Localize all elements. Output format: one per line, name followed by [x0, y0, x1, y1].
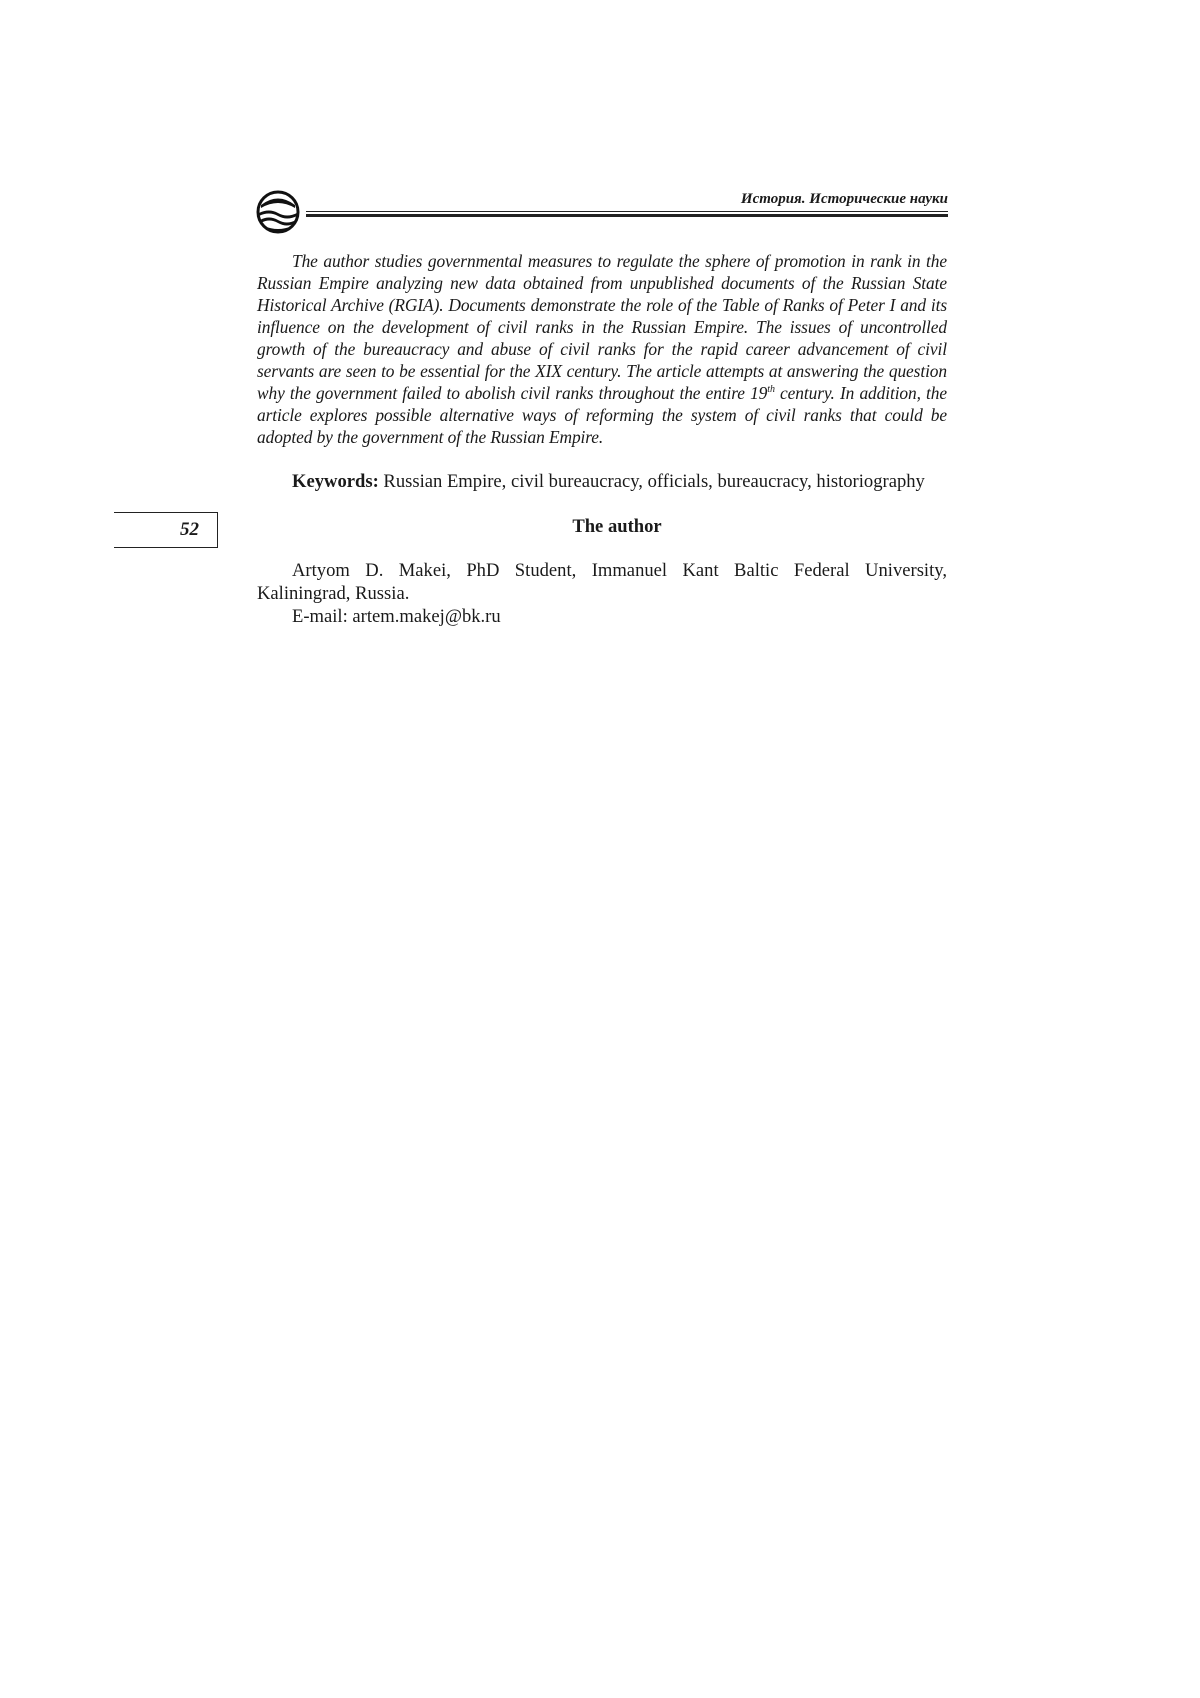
abstract-text-part-1: The author studies governmental measures to regulate the sphere of promotion in rank in the Russian Empire analyzing new data obtained from unpublished documents of the Russian State Historical Archive (RGIA). Documents demonstrate the role of the Table of Ranks of Peter I and its influence on the development of civil ranks in the Russian Empire. The issues of uncontrolled growth of the bureaucracy and abuse of civil ranks for the rapid career advancement of civil servants are seen to be essential for the XIX century. The article attempts at answering the question why the government failed to abolish civil ranks throughout the entire 19	[257, 251, 947, 403]
author-email: E-mail: artem.makej@bk.ru	[292, 606, 501, 627]
running-header	[256, 190, 948, 236]
keywords-label: Keywords:	[292, 471, 379, 492]
header-title: История. Исторические науки	[740, 191, 948, 207]
page-number-box	[114, 512, 218, 548]
author-heading: The author	[572, 516, 662, 537]
keywords-text: Russian Empire, civil bureaucracy, officials, bureaucracy, historiography	[378, 471, 925, 492]
header-rule-thin	[306, 211, 948, 212]
journal-logo-icon	[256, 190, 300, 234]
abstract-paragraph	[257, 250, 947, 448]
abstract-superscript: th	[767, 384, 775, 396]
header-rule-thick	[306, 214, 948, 217]
article-content	[257, 250, 947, 628]
page-number: 52	[180, 519, 199, 540]
author-info: Artyom D. Makei, PhD Student, Immanuel Kant Baltic Federal University, Kaliningrad, Russia.	[257, 560, 947, 604]
keywords-paragraph	[257, 470, 947, 493]
abstract-text-part-2: century. In addition, the article explores possible alternative ways of reforming the system of civil ranks that could be adopted by the government of the Russian Empire.	[257, 383, 947, 447]
